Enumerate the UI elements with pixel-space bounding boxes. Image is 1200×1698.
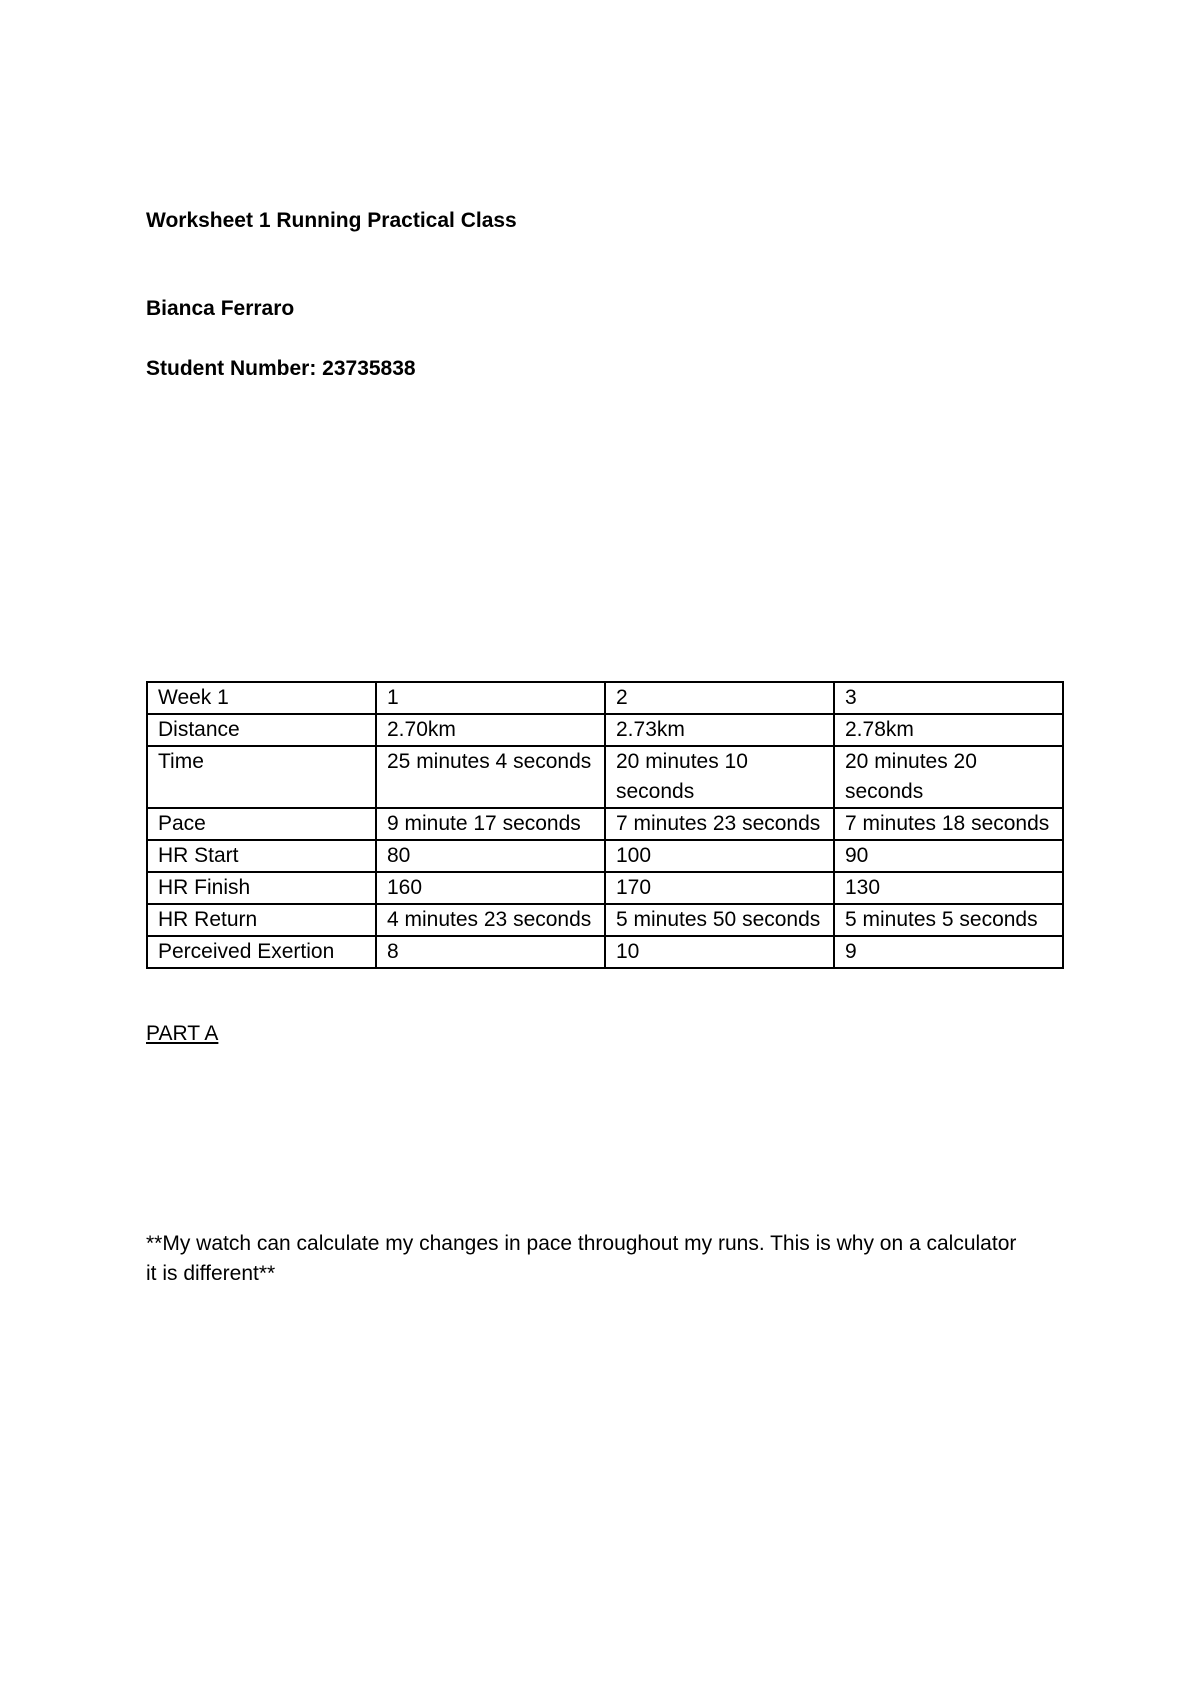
running-results-table — [146, 681, 1064, 969]
table-cell: 170 — [605, 872, 834, 904]
worksheet-title: Worksheet 1 Running Practical Class — [146, 209, 517, 232]
watch-note: **My watch can calculate my changes in pace throughout my runs. This is why on a calculator it is different** — [146, 1232, 1017, 1285]
table-cell: Distance — [147, 714, 376, 746]
table-cell: 10 — [605, 936, 834, 968]
table-row — [147, 746, 1063, 808]
table-cell: HR Start — [147, 840, 376, 872]
student-number: Student Number: 23735838 — [146, 357, 416, 380]
table-cell: Time — [147, 746, 376, 808]
table-cell: 2.78km — [834, 714, 1063, 746]
table-cell: 1 — [376, 682, 605, 714]
table-cell: 9 — [834, 936, 1063, 968]
table-cell: 20 minutes 20 seconds — [834, 746, 1063, 808]
table-cell: 2.70km — [376, 714, 605, 746]
table-row — [147, 904, 1063, 936]
table-cell: Perceived Exertion — [147, 936, 376, 968]
table-cell: 7 minutes 23 seconds — [605, 808, 834, 840]
table-row — [147, 872, 1063, 904]
table-cell: 9 minute 17 seconds — [376, 808, 605, 840]
table-cell: Week 1 — [147, 682, 376, 714]
author-name: Bianca Ferraro — [146, 297, 295, 320]
table-row — [147, 936, 1063, 968]
table-row — [147, 714, 1063, 746]
table-cell: 7 minutes 18 seconds — [834, 808, 1063, 840]
table-cell: 20 minutes 10 seconds — [605, 746, 834, 808]
table-cell: 90 — [834, 840, 1063, 872]
table-cell: 25 minutes 4 seconds — [376, 746, 605, 808]
table-cell: 80 — [376, 840, 605, 872]
table-cell: 100 — [605, 840, 834, 872]
table-cell: HR Finish — [147, 872, 376, 904]
table-cell: 5 minutes 50 seconds — [605, 904, 834, 936]
table-cell: 5 minutes 5 seconds — [834, 904, 1063, 936]
section-label-part-a: PART A — [146, 1022, 219, 1045]
table-cell: 160 — [376, 872, 605, 904]
table-header-row — [147, 682, 1063, 714]
table-cell: Pace — [147, 808, 376, 840]
table-cell: 2 — [605, 682, 834, 714]
table-cell: 8 — [376, 936, 605, 968]
table-row — [147, 808, 1063, 840]
table-cell: 130 — [834, 872, 1063, 904]
table-cell: 3 — [834, 682, 1063, 714]
table-cell: HR Return — [147, 904, 376, 936]
table-cell: 2.73km — [605, 714, 834, 746]
table-cell: 4 minutes 23 seconds — [376, 904, 605, 936]
table-row — [147, 840, 1063, 872]
